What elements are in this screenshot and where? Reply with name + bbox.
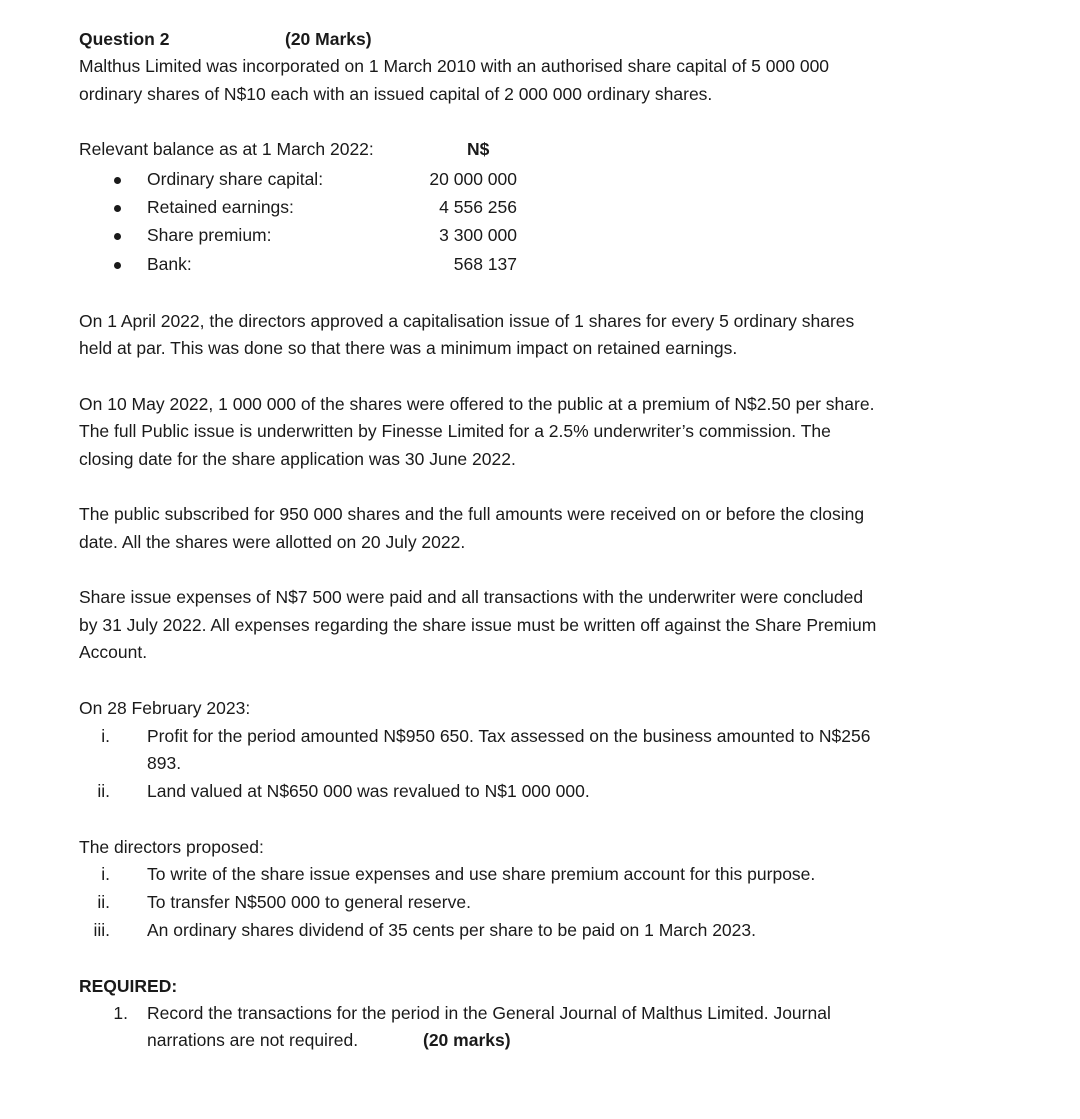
capitalisation-line-2: held at par. This was done so that there was a minimum impact on retained earnings. [79, 338, 738, 358]
expenses-line-1: Share issue expenses of N$7 500 were paid and all transactions with the underwriter were concluded [79, 587, 864, 607]
required-marks: (20 marks) [423, 1030, 511, 1050]
proposals-heading: The directors proposed: [79, 837, 264, 857]
capitalisation-line-1: On 1 April 2022, the directors approved a capitalisation issue of 1 shares for every 5 ordinary shares [79, 311, 855, 331]
roman-numeral: i. [101, 726, 110, 746]
bullet-icon [114, 262, 121, 269]
balance-amount: 4 556 256 [439, 197, 517, 217]
balance-amount: 3 300 000 [439, 225, 517, 245]
year-end-item-line-2: 893. [147, 753, 182, 773]
roman-numeral: iii. [93, 920, 110, 940]
balance-label: Ordinary share capital: [147, 169, 324, 189]
public-issue-line-3: closing date for the share application was 30 June 2022. [79, 449, 516, 469]
subscription-line-1: The public subscribed for 950 000 shares and the full amounts were received on or before the closing [79, 504, 865, 524]
balance-label: Bank: [147, 254, 192, 274]
bullet-icon [114, 205, 121, 212]
balance-amount: 568 137 [453, 254, 517, 274]
required-line-1: Record the transactions for the period in the General Journal of Malthus Limited. Journal [147, 1003, 831, 1023]
proposal-text: An ordinary shares dividend of 35 cents per share to be paid on 1 March 2023. [147, 920, 756, 940]
year-end-item-line-1: Land valued at N$650 000 was revalued to N$1 000 000. [147, 781, 590, 801]
roman-numeral: ii. [97, 892, 110, 912]
intro-line-1: Malthus Limited was incorporated on 1 March 2010 with an authorised share capital of 5 000 000 [79, 56, 830, 76]
public-issue-line-1: On 10 May 2022, 1 000 000 of the shares were offered to the public at a premium of N$2.50 per share. [79, 394, 875, 414]
balance-label: Retained earnings: [147, 197, 294, 217]
balances-heading: Relevant balance as at 1 March 2022: [79, 139, 374, 159]
currency-heading: N$ [467, 139, 490, 159]
roman-numeral: i. [101, 864, 110, 884]
required-line-2: narrations are not required. [147, 1030, 359, 1050]
required-number: 1. [113, 1003, 128, 1023]
year-end-item-line-1: Profit for the period amounted N$950 650. Tax assessed on the business amounted to N$256 [147, 726, 871, 746]
bullet-icon [114, 233, 121, 240]
intro-line-2: ordinary shares of N$10 each with an issued capital of 2 000 000 ordinary shares. [79, 84, 713, 104]
proposal-text: To transfer N$500 000 to general reserve. [147, 892, 471, 912]
proposal-text: To write of the share issue expenses and use share premium account for this purpose. [147, 864, 816, 884]
question-marks: (20 Marks) [285, 29, 372, 49]
year-end-heading: On 28 February 2023: [79, 698, 251, 718]
expenses-line-3: Account. [79, 642, 148, 662]
expenses-line-2: by 31 July 2022. All expenses regarding the share issue must be written off against the Share Premium [79, 615, 877, 635]
public-issue-line-2: The full Public issue is underwritten by Finesse Limited for a 2.5% underwriter’s commission. The [79, 421, 831, 441]
balance-label: Share premium: [147, 225, 272, 245]
roman-numeral: ii. [97, 781, 110, 801]
subscription-line-2: date. All the shares were allotted on 20 July 2022. [79, 532, 466, 552]
required-heading: REQUIRED: [79, 976, 178, 996]
question-title: Question 2 [79, 29, 170, 49]
balance-amount: 20 000 000 [429, 169, 517, 189]
bullet-icon [114, 177, 121, 184]
